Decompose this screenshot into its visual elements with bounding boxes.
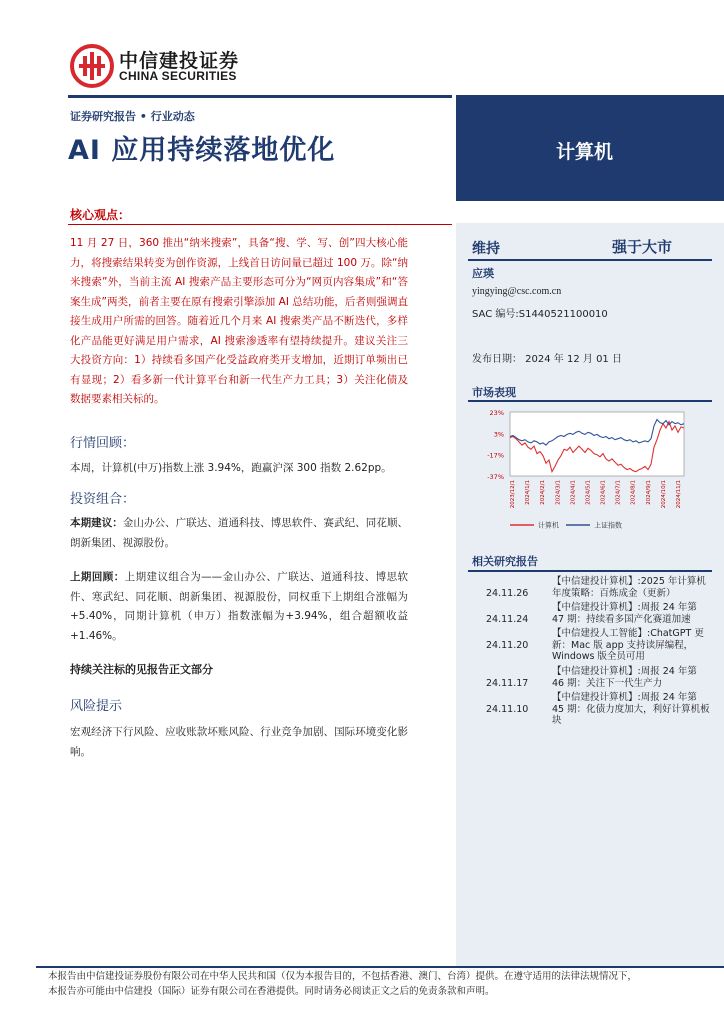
related-item-date: 24.11.20 xyxy=(486,640,529,651)
core-divider xyxy=(68,224,452,225)
portfolio-review xyxy=(70,568,408,646)
y-tick-label: 3% xyxy=(493,430,504,439)
market-title: 市场表现 xyxy=(472,386,516,399)
legend-label: 上证指数 xyxy=(594,521,622,530)
market-divider xyxy=(468,400,712,402)
recommendation-label: 本期建议： xyxy=(70,517,123,529)
x-tick-label: 2024/1/1 xyxy=(525,480,532,505)
x-tick-label: 2024/3/1 xyxy=(555,480,562,505)
page-title: AI 应用持续落地优化 xyxy=(68,135,336,166)
related-item-text: 【中信建投计算机】:周报 24 年第 47 期：持续看多国产化赛道加速 xyxy=(552,602,697,625)
header-rule xyxy=(68,95,452,98)
risk-text: 宏观经济下行风险、应收账款坏账风险、行业竞争加剧、国际环境变化影响。 xyxy=(70,726,408,758)
analyst-sac: SAC 编号:S1440521100010 xyxy=(472,309,608,320)
related-title: 相关研究报告 xyxy=(472,555,538,568)
related-item[interactable] xyxy=(466,628,712,668)
x-tick-label: 2024/5/1 xyxy=(585,480,592,505)
analyst-email[interactable]: yingying@csc.com.cn xyxy=(472,286,562,297)
market-review-heading: 行情回顾： xyxy=(70,436,136,451)
related-item-date: 24.11.17 xyxy=(486,678,529,689)
more-targets-note: 持续关注标的见报告正文部分 xyxy=(70,663,213,676)
portfolio-recommendation xyxy=(70,514,408,553)
related-item-text: 【中信建投人工智能】:ChatGPT 更新：Mac 版 app 支持读屏编程，Windows 版全员可用 xyxy=(552,628,704,662)
rating-divider xyxy=(468,259,712,261)
review-text: 上期建议组合为——金山办公、广联达、道通科技、博思软件、寒武纪、同花顺、朗新集团、视源股份，同权重下上期组合涨幅为+5.40%，同期计算机（申万）指数涨幅为+3.94%，组合超额收益+1.46%。 xyxy=(70,571,408,642)
risk-heading: 风险提示 xyxy=(70,699,123,714)
x-tick-label: 2024/10/1 xyxy=(660,480,667,509)
plot-area xyxy=(510,412,684,476)
company-logo xyxy=(70,44,260,88)
footer-line-2: 本报告亦可能由中信建投（国际）证券有限公司在香港提供。同时请务必阅读正文之后的免责条款和声明。 xyxy=(48,986,495,997)
related-item-text: 【中信建投计算机】:周报 24 年第 45 期：化债力度加大，利好计算机板块 xyxy=(552,692,710,726)
core-text: 11 月 27 日，360 推出“纳米搜索”，具备“搜、学、写、创”四大核心能力，将搜索结果转变为创作资源，上线首日访问量已超过 100 万。除“纳米搜索”外，当前主流 AI 搜索产品主要形态可分为“网页内容集成”和“答案生成”两类，前者主要在原有搜索引擎添加 AI 总结功能，后者则强调直接生成用户所需的回答。随着近几个月来 AI 搜索类产品不断迭代，多样化产品能更好满足用户需求，AI 搜索渗透率有望持续提升。建议关注三大投资方向：1）持续看多国产化受益政府类开支增加，近期订单频出已有显现；2）看多新一代计算平台和新一代生产力工具；3）关注化债及数据要素相关标的。 xyxy=(70,237,408,405)
china-securities-logo-icon xyxy=(70,44,114,88)
core-heading: 核心观点： xyxy=(70,208,131,222)
related-item-text: 【中信建投计算机】:2025 年计算机年度策略：百炼成金（更新） xyxy=(552,576,706,599)
y-tick-label: 23% xyxy=(489,409,504,417)
x-tick-label: 2024/4/1 xyxy=(570,480,577,505)
related-item-date: 24.11.10 xyxy=(486,704,529,715)
related-item-date: 24.11.26 xyxy=(486,588,529,599)
rating-value: 强于大市 xyxy=(612,238,673,256)
footer-disclaimer xyxy=(48,969,724,999)
recommendation-text: 金山办公、广联达、道通科技、博思软件、赛武纪、同花顺、朗新集团、视源股份。 xyxy=(70,517,409,549)
market-chart xyxy=(470,404,714,534)
footer-rule xyxy=(36,966,724,968)
related-divider xyxy=(468,570,712,572)
x-tick-label: 2024/8/1 xyxy=(630,480,637,505)
logo-en-text: CHINA SECURITIES xyxy=(119,69,237,83)
related-item-text: 【中信建投计算机】:周报 24 年第 46 期：关注下一代生产力 xyxy=(552,666,697,689)
x-tick-label: 2024/2/1 xyxy=(540,480,547,505)
publish-date: 发布日期： 2024 年 12 月 01 日 xyxy=(472,354,622,365)
legend-label: 计算机 xyxy=(538,521,559,530)
sector-label: 计算机 xyxy=(556,141,614,163)
sector-banner xyxy=(456,95,724,201)
x-tick-label: 2024/9/1 xyxy=(645,480,652,505)
y-tick-label: -17% xyxy=(487,451,504,460)
footer-line-1: 本报告由中信建投证券股份有限公司在中华人民共和国（仅为本报告目的，不包括香港、澳门、台湾）提供。在遵守适用的法律法规情况下， xyxy=(48,971,638,982)
market-review-text: 本周，计算机(中万)指数上涨 3.94%，跑赢沪深 300 指数 2.62pp。 xyxy=(70,462,392,474)
x-tick-label: 2024/11/1 xyxy=(676,480,682,509)
report-type: 证券研究报告 • 行业动态 xyxy=(70,110,195,123)
x-tick-label: 2024/7/1 xyxy=(615,480,622,505)
related-item[interactable] xyxy=(466,692,712,732)
y-tick-label: -37% xyxy=(487,473,504,481)
rating-label: 维持 xyxy=(472,241,500,257)
x-tick-label: 2023/12/1 xyxy=(510,480,516,509)
portfolio-heading: 投资组合： xyxy=(70,492,136,507)
analyst-name: 应瑛 xyxy=(472,267,494,280)
logo-cn-text: 中信建投证券 xyxy=(119,50,240,72)
x-tick-label: 2024/6/1 xyxy=(600,480,607,505)
related-item-date: 24.11.24 xyxy=(486,614,529,625)
review-label: 上期回顾： xyxy=(70,571,125,583)
